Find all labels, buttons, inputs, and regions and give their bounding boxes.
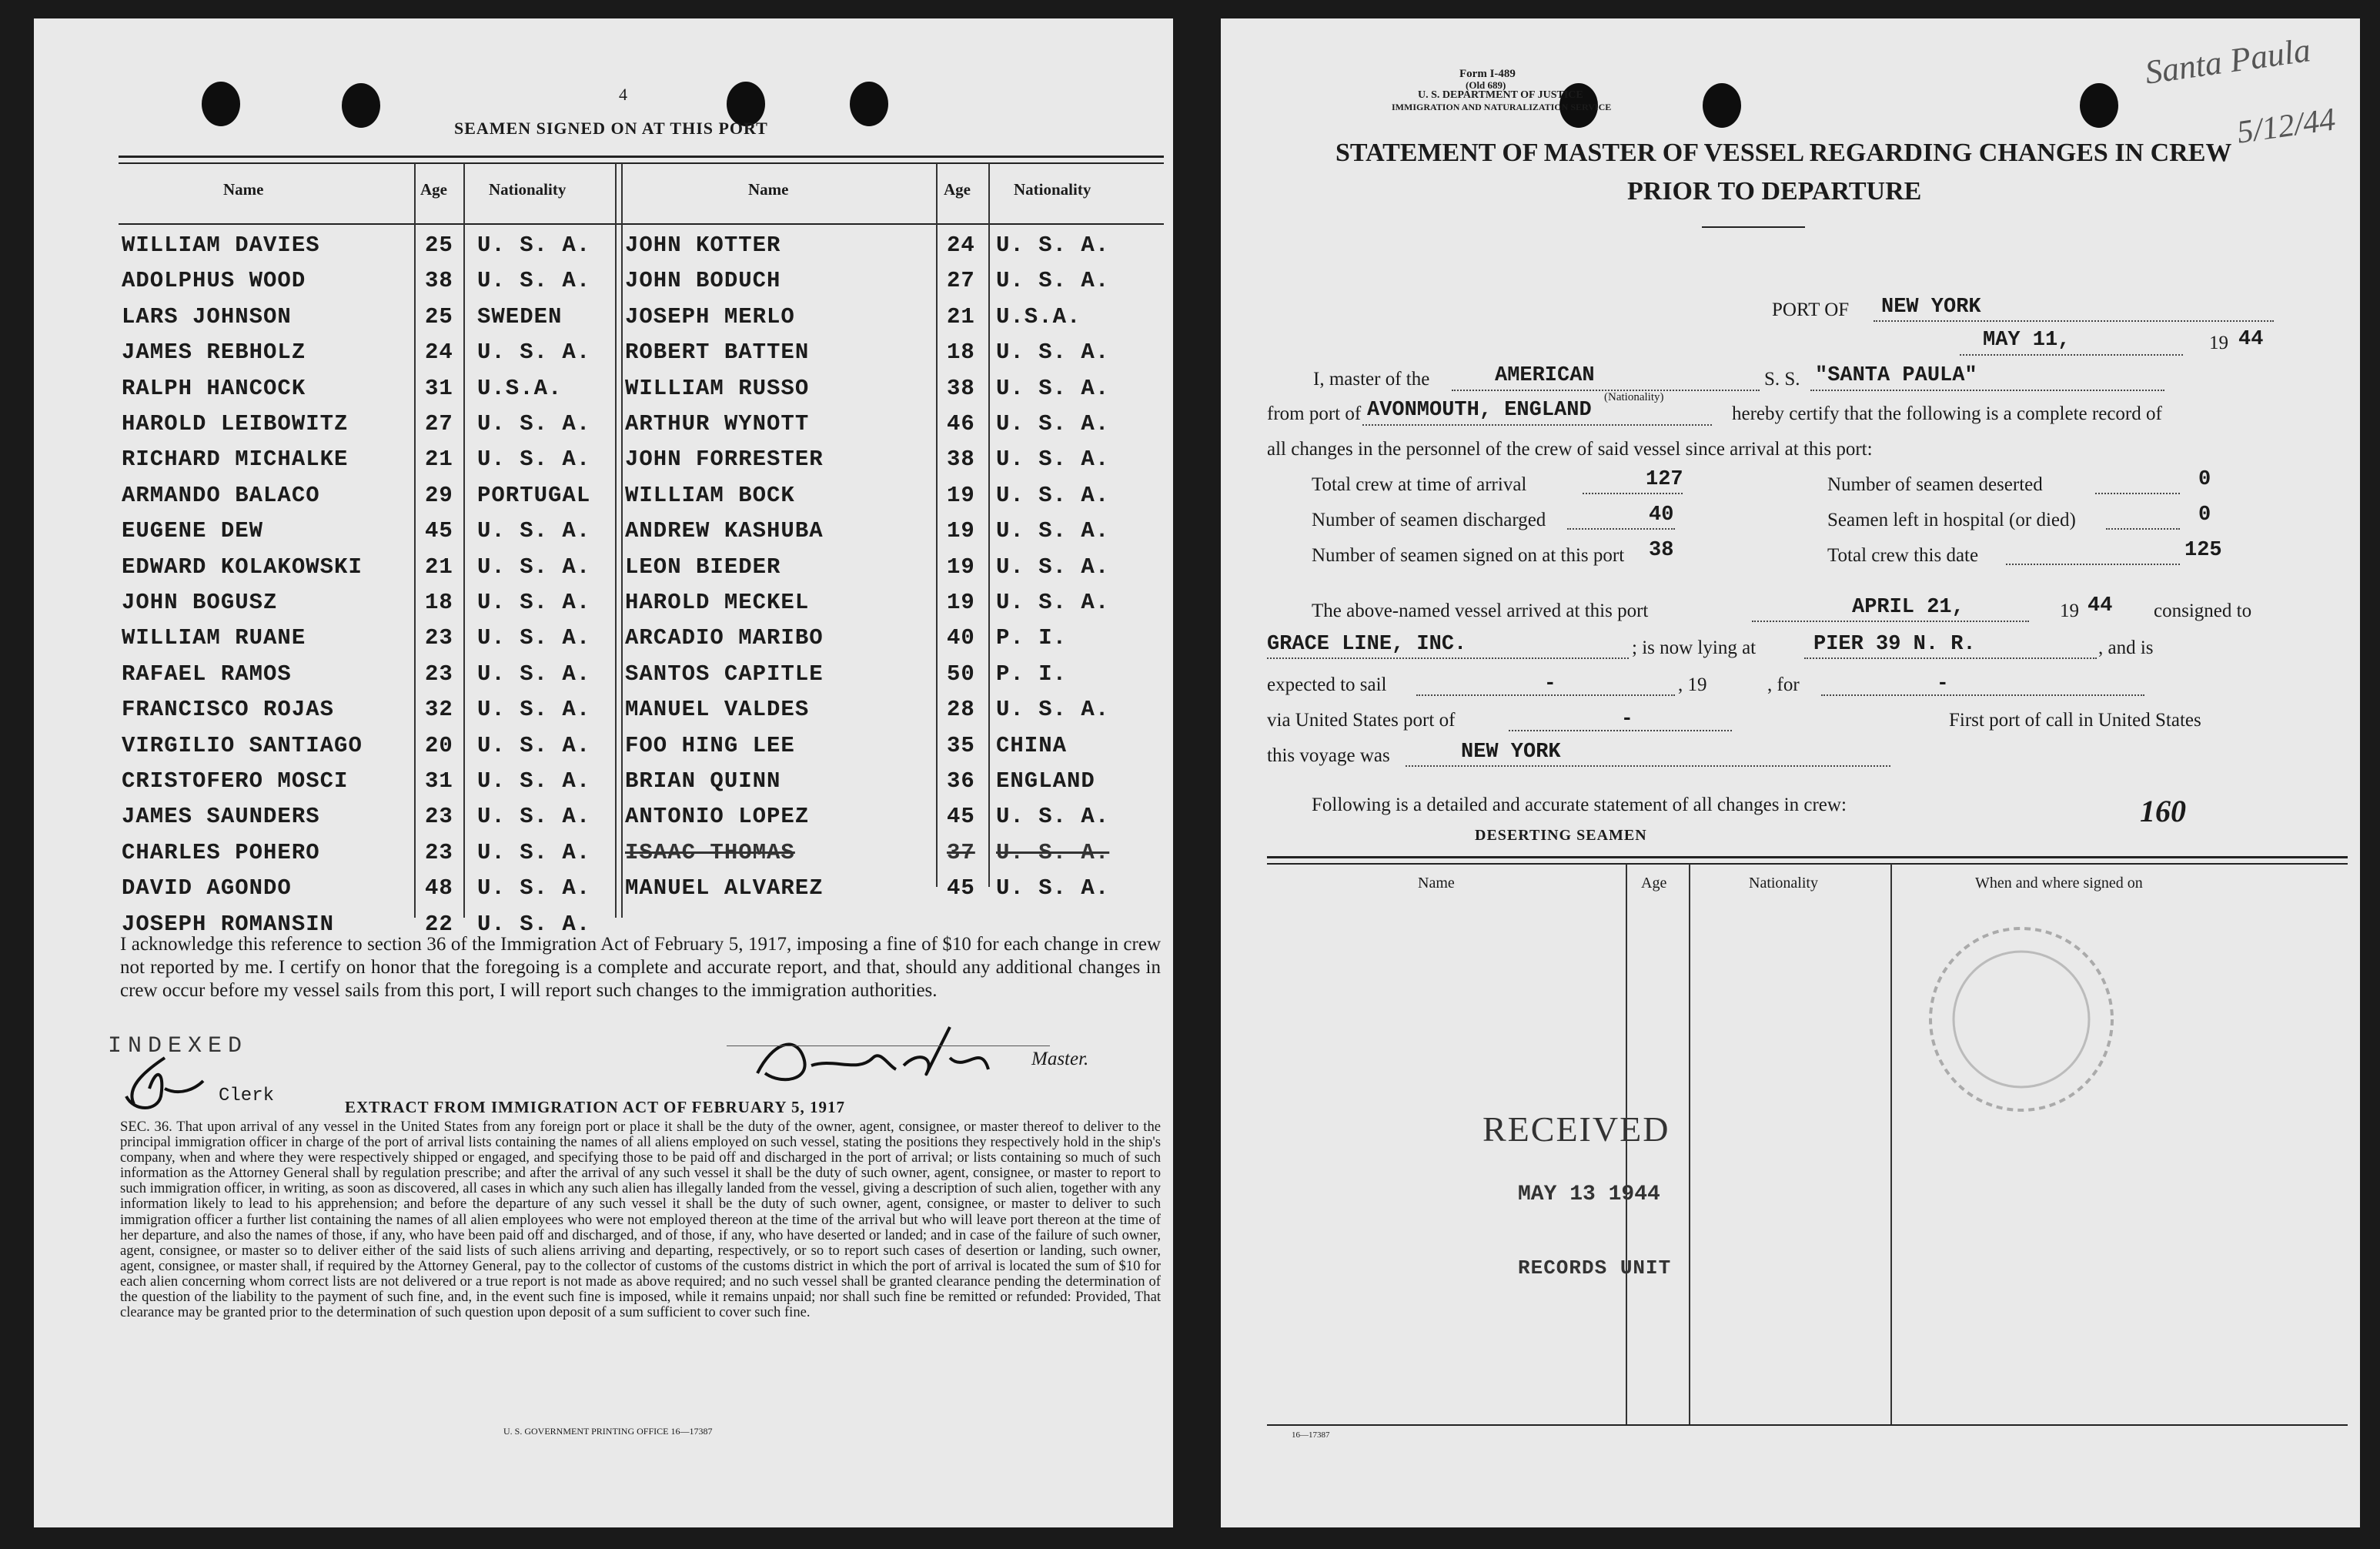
service-name: IMMIGRATION AND NATURALIZATION SERVICE bbox=[1392, 102, 1612, 112]
crew-age: 23 bbox=[425, 804, 453, 830]
crew-name: MANUEL ALVAREZ bbox=[625, 875, 824, 902]
date-value: MAY 11, bbox=[1983, 329, 2071, 352]
form-number: Form I-489 bbox=[1459, 68, 1516, 80]
crew-name: LEON BIEDER bbox=[625, 554, 781, 580]
crew-name: ANDREW KASHUBA bbox=[625, 518, 824, 544]
crew-nationality: U. S. A. bbox=[477, 233, 591, 258]
crew-nationality: U. S. A. bbox=[477, 911, 591, 937]
column-header-name: Name bbox=[223, 180, 264, 199]
crew-name: HAROLD LEIBOWITZ bbox=[122, 411, 349, 437]
crew-age: 45 bbox=[947, 875, 975, 902]
handwritten-date: 5/12/44 bbox=[2235, 102, 2338, 151]
punch-hole bbox=[850, 82, 888, 126]
expected-sail-value: - bbox=[1544, 671, 1556, 694]
crew-age: 21 bbox=[425, 554, 453, 580]
arrived-year: 44 bbox=[2088, 594, 2113, 617]
table-row bbox=[119, 371, 1164, 406]
crew-age: 22 bbox=[425, 911, 453, 937]
form-footer-number: 16—17387 bbox=[1292, 1430, 1330, 1440]
crew-age: 36 bbox=[947, 768, 975, 794]
crew-name: WILLIAM BOCK bbox=[625, 482, 795, 508]
crew-nationality: U. S. A. bbox=[477, 447, 591, 473]
table-row bbox=[119, 799, 1164, 835]
right-page bbox=[1221, 18, 2360, 1527]
crew-name: WILLIAM DAVIES bbox=[122, 233, 320, 258]
crew-name: DAVID AGONDO bbox=[122, 875, 292, 902]
table-row bbox=[119, 657, 1164, 692]
handwritten-number: 160 bbox=[2140, 794, 2186, 828]
total-date-label: Total crew this date bbox=[1827, 545, 1979, 566]
year-value: 44 bbox=[2238, 328, 2264, 351]
received-date-stamp: MAY 13 1944 bbox=[1518, 1183, 1660, 1206]
crew-name: JOHN BOGUSZ bbox=[122, 590, 278, 615]
crew-nationality: U. S. A. bbox=[477, 875, 591, 902]
crew-age: 20 bbox=[425, 732, 453, 758]
crew-age: 24 bbox=[425, 340, 453, 366]
crew-age: 27 bbox=[425, 411, 453, 437]
crew-nationality: U. S. A. bbox=[477, 411, 591, 437]
crew-nationality: SWEDEN bbox=[477, 303, 563, 330]
consignee-value: GRACE LINE, INC. bbox=[1267, 633, 1467, 656]
master-signature bbox=[742, 1012, 1004, 1096]
total-arrival-value: 127 bbox=[1646, 468, 1683, 491]
arrived-label: The above-named vessel arrived at this port bbox=[1312, 601, 1649, 621]
column-header-name: Name bbox=[748, 180, 789, 199]
column-header-nationality: Nationality bbox=[489, 180, 567, 199]
crew-age: 23 bbox=[425, 661, 453, 687]
crew-age: 46 bbox=[947, 411, 975, 437]
year-prefix: 19 bbox=[2209, 333, 2228, 353]
crew-age: 19 bbox=[947, 590, 975, 615]
punch-hole bbox=[1703, 83, 1741, 128]
crew-name: EUGENE DEW bbox=[122, 518, 264, 544]
master-label: Master. bbox=[1031, 1049, 1089, 1069]
sail-year-prefix: , 19 bbox=[1678, 674, 1707, 695]
crew-name: ANTONIO LOPEZ bbox=[625, 804, 810, 830]
crew-age: 37 bbox=[947, 839, 975, 865]
crew-nationality: U. S. A. bbox=[477, 839, 591, 865]
following-statement-label: Following is a detailed and accurate statement of all changes in crew: bbox=[1312, 795, 1847, 815]
column-header-age: Age bbox=[944, 180, 971, 199]
via-port-label: via United States port of bbox=[1267, 710, 1456, 731]
crew-nationality: U. S. A. bbox=[477, 697, 591, 723]
table-row bbox=[119, 550, 1164, 585]
crew-age: 25 bbox=[425, 233, 453, 258]
crew-age: 32 bbox=[425, 697, 453, 723]
crew-age: 45 bbox=[425, 518, 453, 544]
arrived-year-prefix: 19 bbox=[2060, 601, 2079, 621]
desert-header-when-where: When and where signed on bbox=[1975, 875, 2143, 892]
crew-name: JAMES SAUNDERS bbox=[122, 804, 320, 830]
crew-nationality: U. S. A. bbox=[477, 661, 591, 687]
crew-name: SANTOS CAPITLE bbox=[625, 661, 824, 687]
crew-name: FRANCISCO ROJAS bbox=[122, 697, 335, 723]
desert-header-age: Age bbox=[1641, 875, 1667, 892]
crew-name: WILLIAM RUANE bbox=[122, 625, 306, 651]
crew-name: RALPH HANCOCK bbox=[122, 375, 306, 401]
table-row bbox=[119, 299, 1164, 335]
crew-name: EDWARD KOLAKOWSKI bbox=[122, 554, 363, 580]
crew-age: 38 bbox=[947, 447, 975, 473]
crew-age: 35 bbox=[947, 732, 975, 758]
ss-label: S. S. bbox=[1764, 369, 1800, 390]
crew-nationality: U. S. A. bbox=[477, 590, 591, 615]
crew-nationality: U. S. A. bbox=[477, 340, 591, 366]
crew-name: LARS JOHNSON bbox=[122, 303, 292, 330]
vessel-name-value: "SANTA PAULA" bbox=[1815, 364, 1977, 387]
crew-name: WILLIAM RUSSO bbox=[625, 375, 810, 401]
certify-text: hereby certify that the following is a complete record of bbox=[1732, 403, 2162, 424]
crew-age: 25 bbox=[425, 303, 453, 330]
crew-nationality: U. S. A. bbox=[996, 839, 1110, 865]
for-value: - bbox=[1937, 671, 1949, 694]
handwritten-note: Santa Paula bbox=[2142, 31, 2313, 92]
printing-office-line: U. S. GOVERNMENT PRINTING OFFICE 16—17387 bbox=[503, 1426, 713, 1437]
table-row bbox=[119, 478, 1164, 514]
crew-age: 27 bbox=[947, 268, 975, 294]
crew-name: JAMES REBHOLZ bbox=[122, 340, 306, 366]
clerk-initials bbox=[119, 1042, 211, 1119]
crew-nationality: U. S. A. bbox=[996, 554, 1110, 580]
crew-name: JOHN KOTTER bbox=[625, 233, 781, 258]
clerk-label: Clerk bbox=[219, 1086, 275, 1106]
deserted-value: 0 bbox=[2198, 468, 2211, 491]
voyage-value: NEW YORK bbox=[1461, 741, 1561, 764]
crew-name: RAFAEL RAMOS bbox=[122, 661, 292, 687]
table-row bbox=[119, 764, 1164, 799]
records-unit-stamp: RECORDS UNIT bbox=[1518, 1256, 1672, 1280]
crew-name: RICHARD MICHALKE bbox=[122, 447, 349, 473]
crew-name: ADOLPHUS WOOD bbox=[122, 268, 306, 294]
crew-nationality: CHINA bbox=[996, 732, 1068, 758]
crew-nationality: ENGLAND bbox=[996, 768, 1095, 794]
table-row bbox=[119, 621, 1164, 656]
first-port-label: First port of call in United States bbox=[1949, 710, 2201, 731]
crew-signed-on-table bbox=[119, 156, 1164, 937]
table-row bbox=[119, 835, 1164, 871]
extract-body: SEC. 36. That upon arrival of any vessel in the United States from any foreign port or place it shall be the duty of the owner, agent, consignee, or master thereof to deliver to the principal immigration officer in charge of the port of arrival lists containing the names of all aliens employed on such vessel, stating the positions they respectively hold in the ship's company, when and where they were respectively shipped or engaged, and specifying those to be paid off and discharged in the port of arrival; or lists containing so much of such information as the Attorney General shall by regulation prescribe; and after the arrival of any such vessel it shall be the duty of such owner, agent, consignee, or master to report to such immigration officer, in writing, as soon as discovered, all cases in which any such alien has illegally landed from the vessel, giving a description of such alien, together with any information likely to lead to his apprehension; and before the departure of any such vessel it shall be the duty of such owner, agent, consignee, or master to deliver to such immigration officer a further list containing the names of all alien employees who were not employed thereon at the time of the arrival but who will leave port thereon at the time of her departure, and also the names of those, if any, who have been paid off and discharged, and of those, if any, who have deserted or landed; and in case of the failure of such owner, agent, consignee, or master so to deliver either of the said lists of such aliens arriving and departing, respectively, or so to report such cases of desertion or landing, such owner, agent, consignee, or master shall, if required by the Attorney General, pay to the collector of customs of the customs district in which the port of arrival is located the sum of $10 for each alien concerning whom correct lists are not delivered or a true report is not made as above required; and no such vessel shall be granted clearance pending the determination of the question of the liability to the payment of such fine, and, in the event such fine is imposed, while it remains unpaid; nor shall such fine be remitted or refunded: Provided, That clearance may be granted prior to the determination of such question upon deposit of a sum sufficient to cover such fine. bbox=[120, 1119, 1161, 1321]
crew-nationality: U. S. A. bbox=[996, 340, 1110, 366]
crew-name: BRIAN QUINN bbox=[625, 768, 781, 794]
table-row bbox=[119, 585, 1164, 621]
crew-nationality: U. S. A. bbox=[996, 482, 1110, 508]
punch-hole bbox=[202, 82, 240, 126]
crew-name: JOSEPH ROMANSIN bbox=[122, 911, 335, 937]
signed-on-value: 38 bbox=[1649, 539, 1674, 562]
crew-age: 40 bbox=[947, 625, 975, 651]
total-date-value: 125 bbox=[2184, 539, 2222, 562]
crew-age: 19 bbox=[947, 554, 975, 580]
nationality-caption: (Nationality) bbox=[1604, 391, 1664, 403]
section-title: SEAMEN SIGNED ON AT THIS PORT bbox=[454, 119, 768, 138]
crew-age: 23 bbox=[425, 625, 453, 651]
crew-nationality: U. S. A. bbox=[996, 804, 1110, 830]
signed-on-label: Number of seamen signed on at this port bbox=[1312, 545, 1625, 566]
crew-name: ISAAC THOMAS bbox=[625, 839, 795, 865]
crew-nationality: U. S. A. bbox=[996, 375, 1110, 401]
crew-name: JOHN FORRESTER bbox=[625, 447, 824, 473]
crew-name: ARTHUR WYNOTT bbox=[625, 411, 810, 437]
table-row bbox=[119, 871, 1164, 906]
crew-name: FOO HING LEE bbox=[625, 732, 795, 758]
from-port-label: from port of bbox=[1267, 403, 1362, 424]
crew-age: 38 bbox=[425, 268, 453, 294]
crew-nationality: U. S. A. bbox=[996, 590, 1110, 615]
extract-title: EXTRACT FROM IMMIGRATION ACT OF FEBRUARY 5, 1917 bbox=[345, 1098, 846, 1116]
port-label: PORT OF bbox=[1772, 299, 1850, 320]
crew-age: 31 bbox=[425, 375, 453, 401]
received-stamp: RECEIVED bbox=[1482, 1109, 1670, 1149]
crew-nationality: U. S. A. bbox=[477, 554, 591, 580]
discharged-label: Number of seamen discharged bbox=[1312, 510, 1546, 530]
hospital-label: Seamen left in hospital (or died) bbox=[1827, 510, 2076, 530]
crew-nationality: U.S.A. bbox=[477, 375, 563, 401]
crew-name: CHARLES POHERO bbox=[122, 839, 320, 865]
crew-nationality: U. S. A. bbox=[996, 697, 1110, 723]
crew-nationality: U. S. A. bbox=[477, 268, 591, 294]
column-header-age: Age bbox=[420, 180, 447, 199]
crew-nationality: U. S. A. bbox=[996, 268, 1110, 294]
port-value: NEW YORK bbox=[1881, 296, 1981, 319]
form-title-line2: PRIOR TO DEPARTURE bbox=[1627, 177, 1922, 206]
acknowledgement-text: I acknowledge this reference to section 36 of the Immigration Act of February 5, 1917, imposing a fine of $10 for each change in crew not reported by me. I certify on honor that the foregoing is a complete and accurate report, and that, should any additional changes in crew occur before my vessel sails from this port, I will report such changes to the immigration authorities. bbox=[120, 934, 1161, 1001]
and-is-text: , and is bbox=[2098, 637, 2154, 658]
crew-age: 24 bbox=[947, 233, 975, 258]
crew-nationality: PORTUGAL bbox=[477, 482, 591, 508]
crew-age: 18 bbox=[947, 340, 975, 366]
crew-nationality: P. I. bbox=[996, 625, 1068, 651]
form-title-line1: STATEMENT OF MASTER OF VESSEL REGARDING CHANGES IN CREW bbox=[1335, 139, 2232, 167]
nationality-value: AMERICAN bbox=[1495, 364, 1595, 387]
via-port-value: - bbox=[1621, 707, 1633, 730]
crew-name: CRISTOFERO MOSCI bbox=[122, 768, 349, 794]
crew-nationality: U. S. A. bbox=[996, 411, 1110, 437]
page-number: 4 bbox=[619, 85, 627, 104]
crew-name: VIRGILIO SANTIAGO bbox=[122, 732, 363, 758]
crew-nationality: P. I. bbox=[996, 661, 1068, 687]
crew-nationality: U. S. A. bbox=[477, 625, 591, 651]
discharged-value: 40 bbox=[1649, 504, 1674, 527]
crew-name: HAROLD MECKEL bbox=[625, 590, 810, 615]
department-name: U. S. DEPARTMENT OF JUSTICE bbox=[1418, 89, 1583, 101]
indexed-stamp: INDEXED bbox=[108, 1033, 249, 1059]
crew-age: 19 bbox=[947, 482, 975, 508]
deserting-seamen-title: DESERTING SEAMEN bbox=[1475, 827, 1647, 844]
faded-round-stamp bbox=[1906, 919, 2137, 1119]
crew-age: 23 bbox=[425, 839, 453, 865]
table-row bbox=[119, 406, 1164, 442]
crew-name: JOSEPH MERLO bbox=[625, 303, 795, 330]
table-row bbox=[119, 692, 1164, 728]
total-arrival-label: Total crew at time of arrival bbox=[1312, 474, 1527, 495]
crew-age: 19 bbox=[947, 518, 975, 544]
from-port-value: AVONMOUTH, ENGLAND bbox=[1367, 399, 1592, 422]
lying-value: PIER 39 N. R. bbox=[1813, 633, 1976, 656]
crew-age: 50 bbox=[947, 661, 975, 687]
crew-age: 38 bbox=[947, 375, 975, 401]
crew-nationality: U. S. A. bbox=[996, 233, 1110, 258]
table-row bbox=[119, 335, 1164, 370]
table-row bbox=[119, 442, 1164, 477]
certify-text-2: all changes in the personnel of the crew of said vessel since arrival at this port: bbox=[1267, 439, 1873, 460]
table-row bbox=[119, 514, 1164, 549]
crew-age: 28 bbox=[947, 697, 975, 723]
consigned-label: consigned to bbox=[2154, 601, 2252, 621]
hospital-value: 0 bbox=[2198, 504, 2211, 527]
crew-age: 21 bbox=[947, 303, 975, 330]
crew-nationality: U. S. A. bbox=[477, 518, 591, 544]
table-row bbox=[119, 728, 1164, 764]
crew-nationality: U.S.A. bbox=[996, 303, 1081, 330]
crew-age: 21 bbox=[425, 447, 453, 473]
crew-nationality: U. S. A. bbox=[477, 804, 591, 830]
master-of-label: I, master of the bbox=[1313, 369, 1430, 390]
old-form-number: (Old 689) bbox=[1466, 79, 1506, 91]
crew-name: MANUEL VALDES bbox=[625, 697, 810, 723]
crew-nationality: U. S. A. bbox=[996, 875, 1110, 902]
expected-sail-label: expected to sail bbox=[1267, 674, 1387, 695]
crew-name: ARMANDO BALACO bbox=[122, 482, 320, 508]
desert-header-nationality: Nationality bbox=[1749, 875, 1818, 892]
lying-label: ; is now lying at bbox=[1632, 637, 1757, 658]
crew-age: 48 bbox=[425, 875, 453, 902]
crew-age: 31 bbox=[425, 768, 453, 794]
crew-age: 29 bbox=[425, 482, 453, 508]
column-header-nationality: Nationality bbox=[1014, 180, 1091, 199]
crew-name: ARCADIO MARIBO bbox=[625, 625, 824, 651]
desert-header-name: Name bbox=[1418, 875, 1455, 892]
deserted-label: Number of seamen deserted bbox=[1827, 474, 2043, 495]
crew-nationality: U. S. A. bbox=[477, 768, 591, 794]
for-label: , for bbox=[1767, 674, 1800, 695]
crew-nationality: U. S. A. bbox=[996, 447, 1110, 473]
crew-age: 18 bbox=[425, 590, 453, 615]
crew-nationality: U. S. A. bbox=[996, 518, 1110, 544]
punch-hole bbox=[2080, 83, 2118, 128]
voyage-label: this voyage was bbox=[1267, 745, 1390, 766]
crew-name: ROBERT BATTEN bbox=[625, 340, 810, 366]
left-page bbox=[34, 18, 1173, 1527]
punch-hole bbox=[342, 83, 380, 128]
table-row bbox=[119, 263, 1164, 299]
crew-age: 45 bbox=[947, 804, 975, 830]
crew-name: JOHN BODUCH bbox=[625, 268, 781, 294]
crew-nationality: U. S. A. bbox=[477, 732, 591, 758]
table-row bbox=[119, 228, 1164, 263]
arrived-value: APRIL 21, bbox=[1852, 596, 1964, 619]
